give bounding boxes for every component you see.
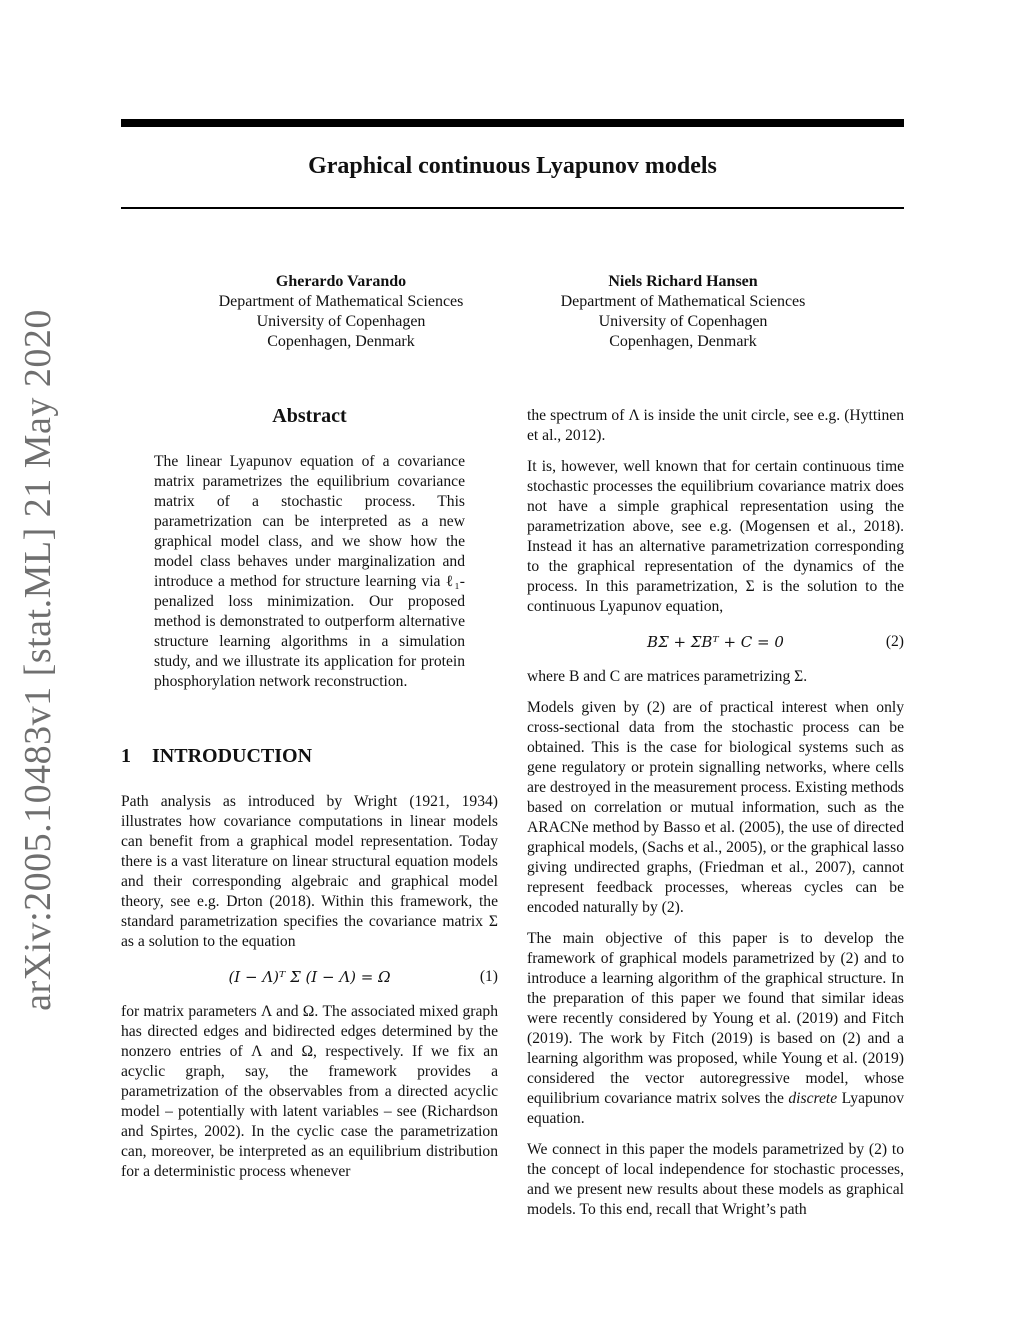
equation-2-number: (2) xyxy=(885,633,904,650)
section-number: 1 xyxy=(121,745,131,767)
equation-1-formula: (I − Λ)ᵀ Σ (I − Λ) = Ω xyxy=(228,968,391,986)
author-university: University of Copenhagen xyxy=(598,313,768,330)
intro-paragraph-4: It is, however, well known that for certain continuous time stochastic processes the equilibrium covariance matrix does not have a simple graphical representation using the parametrization above, see e.g. (Mogensen et al., 2018). Instead it has an alternative parametrization corresponding to the graphical representation of the dynamics of the process. In this parametrization, Σ is the solution to the continuous Lyapunov equation, xyxy=(527,458,904,615)
right-column xyxy=(527,406,904,1231)
paper-title: Graphical continuous Lyapunov models xyxy=(308,153,717,179)
equation-2-formula: BΣ + ΣBᵀ + C = 0 xyxy=(647,633,784,651)
intro-paragraph-6: Models given by (2) are of practical interest when only cross-sectional data from the stochastic process can be obtained. This is the case for biological systems such as gene regulatory or protein signalling networks, where cells are destroyed in the measurement process. Existing methods based on correlation or mutual information, such as the ARACNe method by Basso et al. (2005), the use of directed graphical models, (Sachs et al., 2005), or the graphical lasso giving undirected graphs, (Friedman et al., 2007), cannot represent feedback processes, whereas cycles can be encoded naturally by (2). xyxy=(527,699,904,916)
title-top-rule xyxy=(121,119,904,127)
emphasis-text: discrete xyxy=(788,1090,838,1107)
author-location: Copenhagen, Denmark xyxy=(609,333,757,350)
intro-paragraph-3: the spectrum of Λ is inside the unit circle, see e.g. (Hyttinen et al., 2012). xyxy=(527,407,904,444)
intro-paragraph-8: We connect in this paper the models parametrized by (2) to the concept of local independence for stochastic processes, and we present new results about these models as graphical models. To this end, recall that Wright’s path xyxy=(527,1141,904,1218)
author-block-2 xyxy=(513,272,853,352)
equation-2 xyxy=(527,631,904,653)
equation-1 xyxy=(121,966,498,988)
author-location: Copenhagen, Denmark xyxy=(267,333,415,350)
intro-paragraph-5: where B and C are matrices parametrizing Σ. xyxy=(527,668,808,685)
author-block-1 xyxy=(171,272,511,352)
section-heading xyxy=(121,742,498,770)
author-department: Department of Mathematical Sciences xyxy=(218,293,464,310)
abstract-text: The linear Lyapunov equation of a covariance matrix parametrizes the equilibrium covariance matrix of a stochastic process. This parametrization can be interpreted as a new graphical model class, and we show how the model class behaves under marginalization and introduce a method for structure learning via ℓ₁-penalized loss minimization. Our proposed method is demonstrated to outperform alternative structure learning algorithms in a simulation study, and we illustrate its application for protein phosphorylation network reconstruction. xyxy=(154,453,465,690)
paragraph-text: Lyapunov equation. xyxy=(527,1090,905,1127)
intro-paragraph-1: Path analysis as introduced by Wright (1921, 1934) illustrates how covariance computations in linear models can benefit from a graphical model representation. Today there is a vast literature on linear structural equation models and their corresponding algebraic and graphical model theory, see e.g. Drton (2018). Within this framework, the standard parametrization specifies the covariance matrix Σ as a solution to the equation xyxy=(121,793,498,950)
abstract-heading: Abstract xyxy=(272,405,347,427)
equation-1-number: (1) xyxy=(479,968,498,985)
paragraph-text: The main objective of this paper is to develop the framework of graphical models parametrized by (2) and to introduce a learning algorithm of the graphical structure. In the preparation of this paper we found that similar ideas were recently considered by Young et al. (2019) and Fitch (2019). The work by Fitch (2019) is based on (2) and a learning algorithm was proposed, while Young et al. (2019) considered the vector autoregressive model, whose equilibrium covariance matrix solves the xyxy=(527,930,904,1107)
intro-paragraph-2: for matrix parameters Λ and Ω. The associated mixed graph has directed edges and bidirected edges determined by the nonzero entries of Λ and Ω, respectively. If we fix an acyclic graph, say, the framework provides a parametrization of the observables from a directed acyclic model – potentially with latent variables – see (Richardson and Spirtes, 2002). In the cyclic case the parametrization can, moreover, be interpreted as an equilibrium distribution for a deterministic process whenever xyxy=(121,1003,498,1180)
author-name: Gherardo Varando xyxy=(275,273,407,290)
arxiv-identifier[interactable]: arXiv:2005.10483v1 [stat.ML] 21 May 2020 xyxy=(17,309,59,1011)
intro-paragraph-7 xyxy=(527,929,904,1129)
title-bottom-rule xyxy=(121,207,904,209)
section-title: INTRODUCTION xyxy=(152,745,313,767)
left-column xyxy=(121,400,498,1193)
author-university: University of Copenhagen xyxy=(256,313,426,330)
author-name: Niels Richard Hansen xyxy=(608,273,758,290)
author-department: Department of Mathematical Sciences xyxy=(560,293,806,310)
